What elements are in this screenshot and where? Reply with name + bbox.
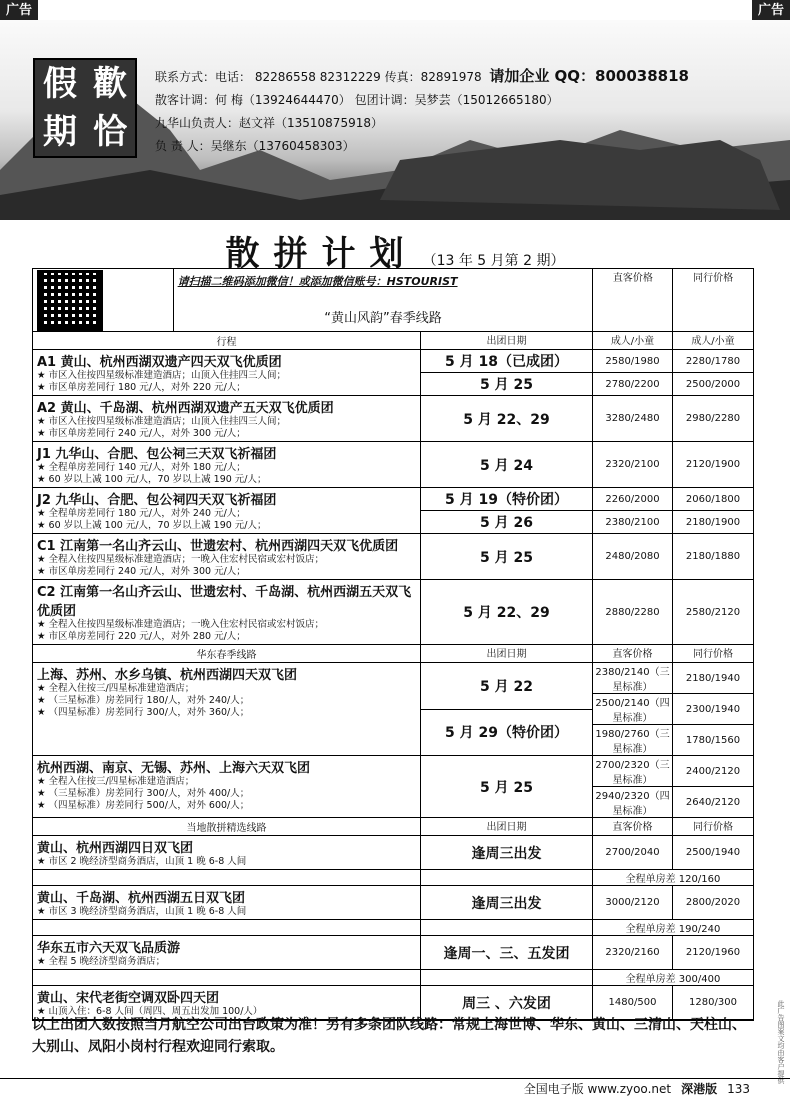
single-room-row [33,970,753,986]
departure-date: 5 月 25 [480,779,533,796]
table-row [33,488,753,534]
peer-price-cell [673,936,753,969]
peer-price: 2580/2120 [685,606,741,618]
route-title: 上海、苏州、水乡乌镇、杭州西湖四天双飞团 [37,668,298,683]
spacer-cell [33,920,421,935]
route-note: ★ 山顶入住：6-8 人间（周四、周五出发加 100/人） [37,1006,263,1017]
route-note: ★ （四星标准）房差同行 300/人，对外 360/人； [37,707,250,718]
peer-price-cell [673,442,753,487]
table-row [33,663,753,756]
route-title: 杭州西湖、南京、无锡、苏州、上海六天双飞团 [37,761,311,776]
header-peer: 同行价格 [693,273,734,284]
direct-price: 2260/2000 [605,493,660,505]
direct-price: 2580/1980 [605,355,660,367]
section-routes [33,350,753,645]
header-date: 出团日期 [421,818,593,835]
peer-price: 2980/2280 [685,413,741,424]
route-cell [33,442,421,487]
table-row [33,836,753,870]
route-title: 黄山、宋代老街空调双卧四天团 [37,991,220,1006]
peer-price: 2180/1940 [685,672,741,684]
ad-label-left: 广告 [0,0,38,22]
table-row [33,580,753,645]
direct-price: 2940/2320（四星标准） [593,786,672,817]
direct-price-cell [593,836,673,869]
peer-price-cell [673,350,753,395]
route-note: ★ 市区 2 晚经济型商务酒店，山顶 1 晚 6-8 人间 [37,856,247,867]
qr-code-cell [33,269,174,331]
peer-price: 2400/2120 [685,765,741,777]
direct-price: 2320/2160 [605,947,660,958]
logo-char: 恰 [93,112,127,152]
single-room-text: 全程单房差 120/160 [625,874,721,885]
logo-char: 期 [43,112,77,152]
route-note: ★ 市区单房差同行 240 元/人，对外 300 元/人； [37,566,246,577]
route-cell [33,936,421,969]
route-cell [33,534,421,579]
peer-price: 2120/1900 [685,459,741,470]
peer-price: 1780/1560 [673,724,753,755]
date-cell [421,836,593,869]
logo [33,58,137,158]
peer-price: 2300/1940 [673,693,753,724]
route-note: ★ 全程入住按三/四星标准建造酒店； [37,776,195,787]
direct-price: 2320/2100 [605,459,660,470]
direct-price-cell [593,442,673,487]
section-title: “黄山风韵”春季线路 [324,311,442,326]
route-note: ★ 市区 3 晚经济型商务酒店，山顶 1 晚 6-8 人间 [37,906,247,917]
departure-date: 周三 、六发团 [462,995,551,1012]
header-direct: 直客价格 [593,818,673,835]
route-note: ★ 全程单房差同行 140 元/人，对外 180 元/人； [37,462,246,473]
peer-price-cell [673,836,753,869]
section-routes [33,663,753,818]
date-cell [421,886,593,919]
contact-line: 九华山负责人：赵文祥（13510875918） [155,116,383,130]
direct-price-cell [593,756,673,817]
departure-date: 5 月 29（特价团） [421,709,592,756]
header-adult-child: 成人/小童 [691,336,735,347]
side-text: 此广告图案文均由客户提供 [777,1000,785,1084]
peer-price-cell [673,756,753,817]
wechat-text: 请扫描二维码添加微信！或添加微信账号：HSTOURIST [177,275,458,288]
direct-price: 1480/500 [608,997,657,1008]
route-note: ★ 市区单房差同行 180 元/人，对外 220 元/人； [37,382,246,393]
spacer-cell [421,920,593,935]
departure-date: 逢周三出发 [471,845,542,862]
route-note: ★ 全程 5 晚经济型商务酒店； [37,956,166,967]
direct-price: 2480/2080 [605,551,660,562]
header-peer: 同行价格 [693,649,733,660]
header-date: 出团日期 [421,332,593,349]
peer-price: 2500/2000 [673,372,753,395]
direct-price: 2380/2100 [593,510,672,533]
footer-site: 全国电子版 www.zyoo.net [523,1082,672,1096]
route-note: ★ （三星标准）房差同行 180/人，对外 240/人； [37,695,250,706]
route-note: ★ 市区入住按四星级标准建造酒店；山顶入住挂四三人间； [37,370,287,381]
route-cell [33,350,421,395]
spacer-cell [33,970,421,985]
route-note: ★ 全程入住按四星级标准建造酒店；一晚入住宏村民宿或宏村饭店； [37,554,325,565]
title-text: 散拼计划 [225,234,418,274]
direct-price-cell [593,350,673,395]
direct-price-cell [593,663,673,755]
spacer-cell [33,870,421,885]
departure-date: 逢周三出发 [471,895,542,912]
direct-price-cell [593,886,673,919]
route-note: ★ （三星标准）房差同行 300/人，对外 400/人； [37,788,250,799]
contact-line: 散客计调：何 梅（13924644470） 包团计调：吴梦芸（15012665180） [155,93,559,107]
route-title: C1 江南第一名山齐云山、世遗宏村、杭州西湖四天双飞优质团 [37,539,399,554]
spacer-cell [421,970,593,985]
date-cell [421,396,593,441]
direct-price: 1980/2760（三星标准） [593,724,672,755]
table-row [33,936,753,970]
peer-price: 2180/1880 [685,551,741,562]
peer-price-cell [673,663,753,755]
table-row [33,396,753,442]
route-cell [33,836,421,869]
route-note: ★ 市区入住按四星级标准建造酒店；山顶入住挂四三人间； [37,416,287,427]
header-direct: 直客价格 [593,269,673,331]
date-cell [421,488,593,533]
contact-info [155,65,689,158]
header-adult-child: 成人/小童 [593,332,673,349]
table-row [33,350,753,396]
route-note: ★ 60 岁以上减 100 元/人，70 岁以上减 190 元/人； [37,520,267,531]
peer-price: 2640/2120 [673,786,753,817]
table-row [33,756,753,818]
route-note: ★ 市区单房差同行 220 元/人，对外 280 元/人； [37,631,246,642]
departure-date: 5 月 26 [421,510,592,533]
route-cell [33,580,421,644]
route-title: J1 九华山、合肥、包公祠三天双飞祈福团 [37,447,277,462]
route-cell [33,886,421,919]
footer-note: 以上出团人数按照当月航空公司出台政策为准！另有多条团队线路：常规上海世博、华东、黄山、三清山、天柱山、大别山、凤阳小岗村行程欢迎同行索取。 [32,1017,746,1055]
peer-price-cell [673,580,753,644]
hero-banner [0,20,790,220]
route-note: ★ （四星标准）房差同行 500/人，对外 600/人； [37,800,250,811]
peer-price-cell [673,396,753,441]
date-cell [421,580,593,644]
departure-date: 5 月 25 [421,372,592,395]
section-title: 当地散拼精选线路 [33,818,421,835]
departure-date: 5 月 19（特价团） [445,492,568,508]
departure-date: 5 月 25 [480,549,533,566]
direct-price-cell [593,534,673,579]
route-note: ★ 全程入住按四星级标准建造酒店；一晚入住宏村民宿或宏村饭店； [37,619,325,630]
date-cell [421,350,593,395]
direct-price: 2500/2140（四星标准） [593,693,672,724]
date-cell [421,534,593,579]
route-title: 华东五市六天双飞品质游 [37,941,181,956]
header-date: 出团日期 [421,645,593,662]
route-cell [33,663,421,755]
table-row [33,886,753,920]
subtitle-text: （13 年 5 月第 2 期） [422,253,565,269]
peer-price: 2800/2020 [685,897,741,908]
contact-line: 负 责 人：吴继东（13760458303） [155,139,355,153]
peer-price: 2060/1800 [685,493,741,505]
single-room-row [33,920,753,936]
peer-price-cell [673,886,753,919]
logo-char: 歡 [93,64,127,104]
date-cell [421,936,593,969]
route-note: ★ 60 岁以上减 100 元/人，70 岁以上减 190 元/人； [37,474,267,485]
qr-code-icon [37,270,103,331]
ad-label-right: 广告 [752,0,790,22]
peer-price-cell [673,534,753,579]
peer-price: 2120/1960 [685,947,741,958]
table-row [33,534,753,580]
departure-date: 5 月 22、29 [463,605,550,621]
direct-price: 3280/2480 [605,413,660,424]
direct-price-cell [593,580,673,644]
direct-price: 2880/2280 [605,606,660,618]
direct-price: 2380/2140（三星标准） [595,667,670,693]
route-title: 黄山、杭州西湖四日双飞团 [37,841,194,856]
header-route: 行程 [33,332,421,349]
logo-char: 假 [43,64,77,104]
direct-price: 2780/2200 [593,372,672,395]
route-title: 黄山、千岛湖、杭州西湖五日双飞团 [37,891,246,906]
peer-price: 2180/1900 [673,510,753,533]
direct-price: 3000/2120 [605,897,660,908]
spacer-cell [421,870,593,885]
single-room-text: 全程单房差 300/400 [625,974,721,985]
page-number: 133 [727,1081,750,1096]
route-note: ★ 全程入住按三/四星标准建造酒店； [37,683,195,694]
departure-date: 逢周一、三、五发团 [443,945,570,962]
date-cell [421,756,593,817]
direct-price-cell [593,936,673,969]
page-footer [0,1078,790,1098]
date-cell [421,663,593,755]
peer-price: 1280/300 [689,997,737,1008]
route-cell [33,396,421,441]
route-title: A2 黄山、千岛湖、杭州西湖双遗产五天双飞优质团 [37,401,334,416]
peer-price-cell [673,488,753,533]
departure-date: 5 月 24 [480,457,533,474]
direct-price-cell [593,396,673,441]
peer-price: 2280/1780 [685,355,741,367]
departure-date: 5 月 18（已成团） [445,354,568,370]
departure-date: 5 月 22、29 [463,411,550,428]
header-direct: 直客价格 [593,645,673,662]
direct-price-cell [593,488,673,533]
route-cell [33,756,421,817]
contact-line: 联系方式：电话： 82286558 82312229 传真：82891978 [155,70,482,84]
peer-price: 2500/1940 [685,847,741,858]
footer-edition: 深港版 [681,1082,718,1096]
table-row [33,442,753,488]
route-title: J2 九华山、合肥、包公祠四天双飞祈福团 [37,493,277,508]
header-peer: 同行价格 [693,822,733,833]
contact-qq: 请加企业 QQ：800038818 [489,67,689,85]
route-cell [33,488,421,533]
route-note: ★ 市区单房差同行 240 元/人，对外 300 元/人； [37,428,246,439]
route-title: A1 黄山、杭州西湖双遗产四天双飞优质团 [37,355,282,370]
schedule-table [32,268,754,1021]
date-cell [421,442,593,487]
route-title: C2 江南第一名山齐云山、世遗宏村、千岛湖、杭州西湖五天双飞优质团 [37,585,412,619]
single-room-row [33,870,753,886]
route-note: ★ 全程单房差同行 180 元/人，对外 240 元/人； [37,508,246,519]
direct-price: 2700/2320（三星标准） [595,760,670,786]
section-title: 华东春季线路 [33,645,421,662]
single-room-text: 全程单房差 190/240 [625,924,721,935]
direct-price: 2700/2040 [605,847,660,858]
section-routes [33,836,753,1020]
departure-date: 5 月 22 [480,678,533,695]
